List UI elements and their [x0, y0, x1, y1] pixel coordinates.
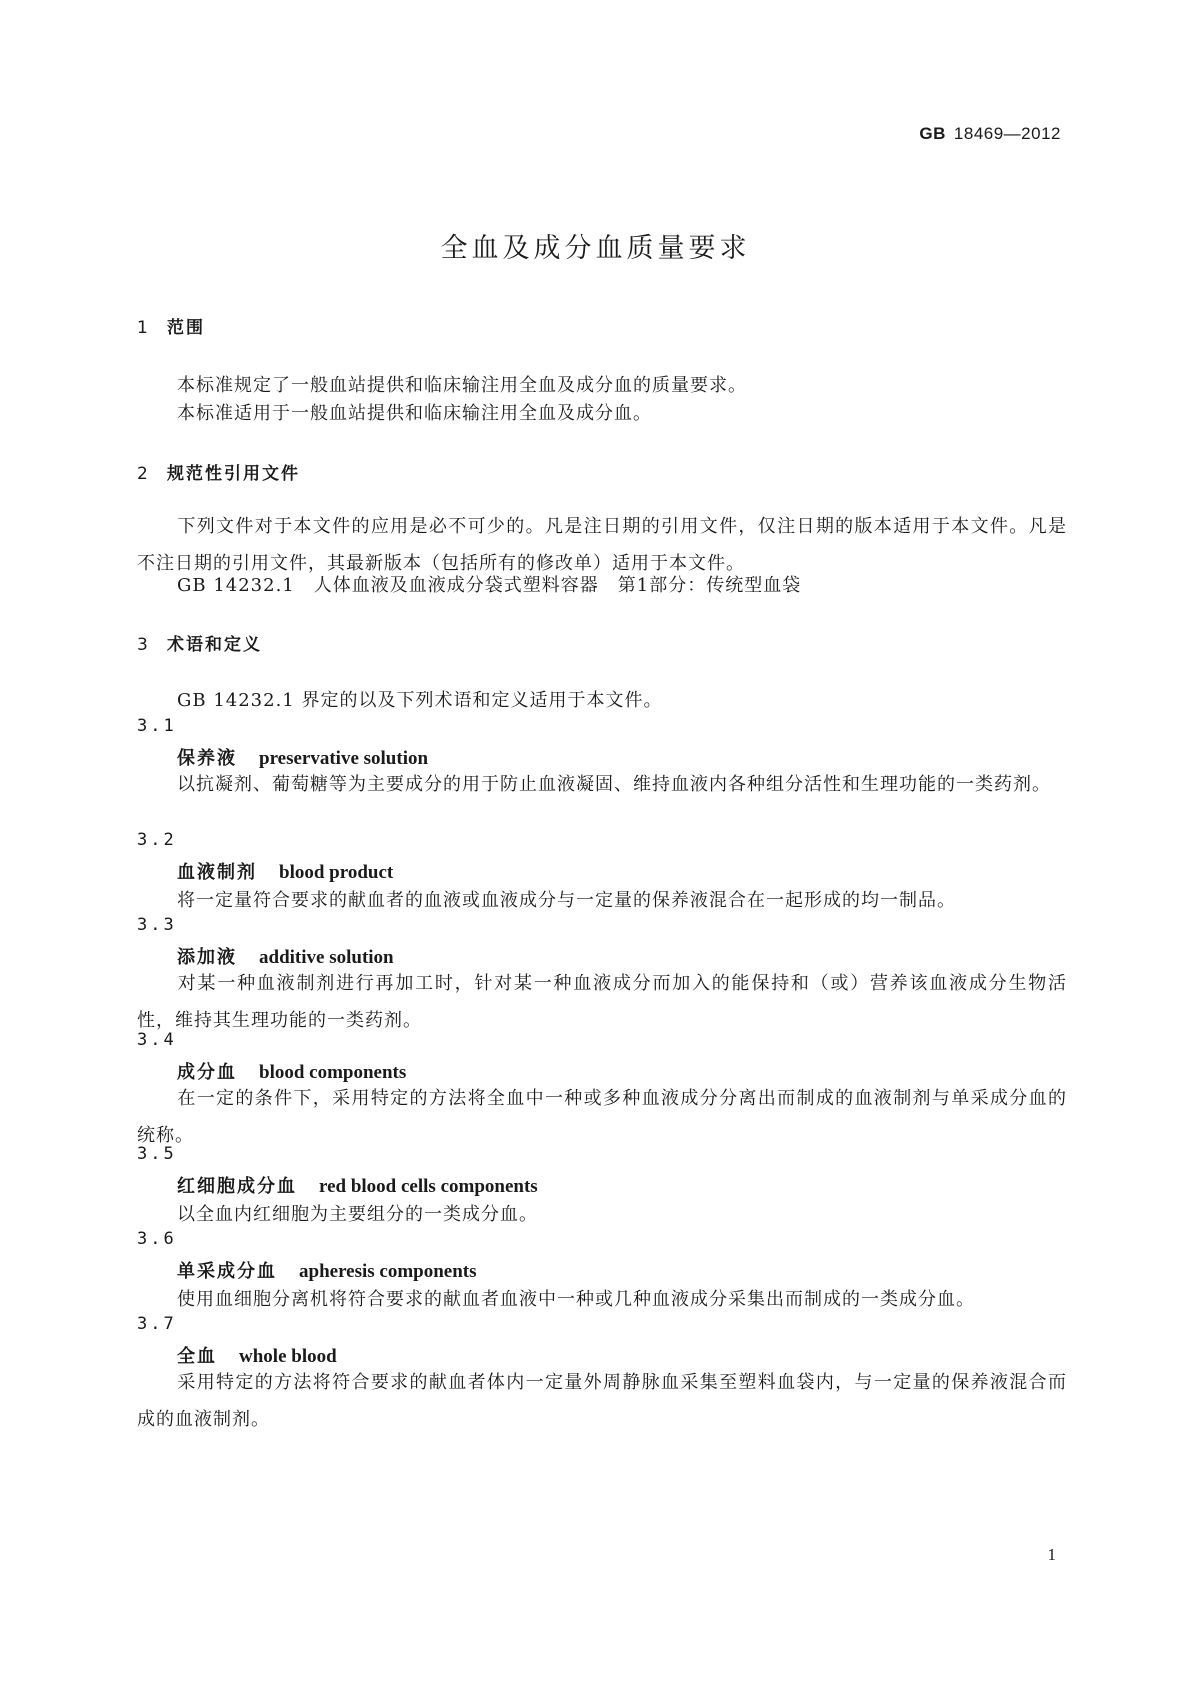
term-number: 3.4 [137, 1030, 177, 1050]
term-definition: 以全血内红细胞为主要组分的一类成分血。 [177, 1204, 538, 1225]
document-title: 全血及成分血质量要求 [440, 233, 751, 264]
term-number: 3.5 [137, 1144, 177, 1164]
term-number: 3.6 [137, 1229, 177, 1249]
section-heading-terms [137, 630, 262, 655]
scope-paragraph-2: 本标准适用于一般血站提供和临床输注用全血及成分血。 [177, 403, 652, 424]
section-number: 2 [137, 464, 150, 484]
section-heading-scope [137, 313, 205, 338]
term-number: 3.2 [137, 830, 177, 850]
page-number: 1 [1047, 1545, 1056, 1564]
term-definition: 采用特定的方法将符合要求的献血者体内一定量外周静脉血采集至塑料血袋内，与一定量的保养液混合而成的血液制剂。 [137, 1372, 1067, 1430]
terms-intro: GB 14232.1 界定的以及下列术语和定义适用于本文件。 [177, 690, 663, 711]
reference-item: GB 14232.1 人体血液及血液成分袋式塑料容器 第1部分：传统型血袋 [177, 575, 802, 596]
section-number: 1 [137, 318, 150, 338]
term-name: 血液制剂 blood product [177, 862, 394, 883]
term-definition: 以抗凝剂、葡萄糖等为主要成分的用于防止血液凝固、维持血液内各种组分活性和生理功能的一类药剂。 [177, 774, 1051, 795]
term-number: 3.1 [137, 716, 177, 736]
standard-number: 18469—2012 [953, 124, 1061, 143]
references-paragraph: 下列文件对于本文件的应用是必不可少的。凡是注日期的引用文件，仅注日期的版本适用于本文件。凡是不注日期的引用文件，其最新版本（包括所有的修改单）适用于本文件。 [137, 516, 1067, 574]
scope-paragraph-1: 本标准规定了一般血站提供和临床输注用全血及成分血的质量要求。 [177, 375, 747, 396]
term-name: 全血 whole blood [177, 1346, 337, 1367]
section-heading-normative-references [137, 459, 300, 484]
section-number: 3 [137, 635, 150, 655]
standard-prefix: GB [919, 124, 946, 143]
term-name: 保养液 preservative solution [177, 748, 429, 769]
section-title: 术语和定义 [167, 635, 262, 655]
term-definition: 在一定的条件下，采用特定的方法将全血中一种或多种血液成分分离出而制成的血液制剂与单采成分血的统称。 [137, 1088, 1067, 1146]
term-definition: 使用血细胞分离机将符合要求的献血者血液中一种或几种血液成分采集出而制成的一类成分血。 [177, 1289, 975, 1310]
term-definition: 对某一种血液制剂进行再加工时，针对某一种血液成分而加入的能保持和（或）营养该血液成分生物活性，维持其生理功能的一类药剂。 [137, 973, 1067, 1031]
term-name: 成分血 blood components [177, 1062, 407, 1083]
term-definition: 将一定量符合要求的献血者的血液或血液成分与一定量的保养液混合在一起形成的均一制品。 [177, 890, 956, 911]
term-number: 3.7 [137, 1314, 177, 1334]
section-title: 范围 [167, 318, 205, 338]
term-name: 单采成分血 apheresis components [177, 1261, 477, 1282]
term-name: 添加液 additive solution [177, 947, 394, 968]
term-number: 3.3 [137, 915, 177, 935]
section-title: 规范性引用文件 [167, 464, 300, 484]
term-name: 红细胞成分血 red blood cells components [177, 1176, 538, 1197]
standard-code [919, 124, 1061, 144]
